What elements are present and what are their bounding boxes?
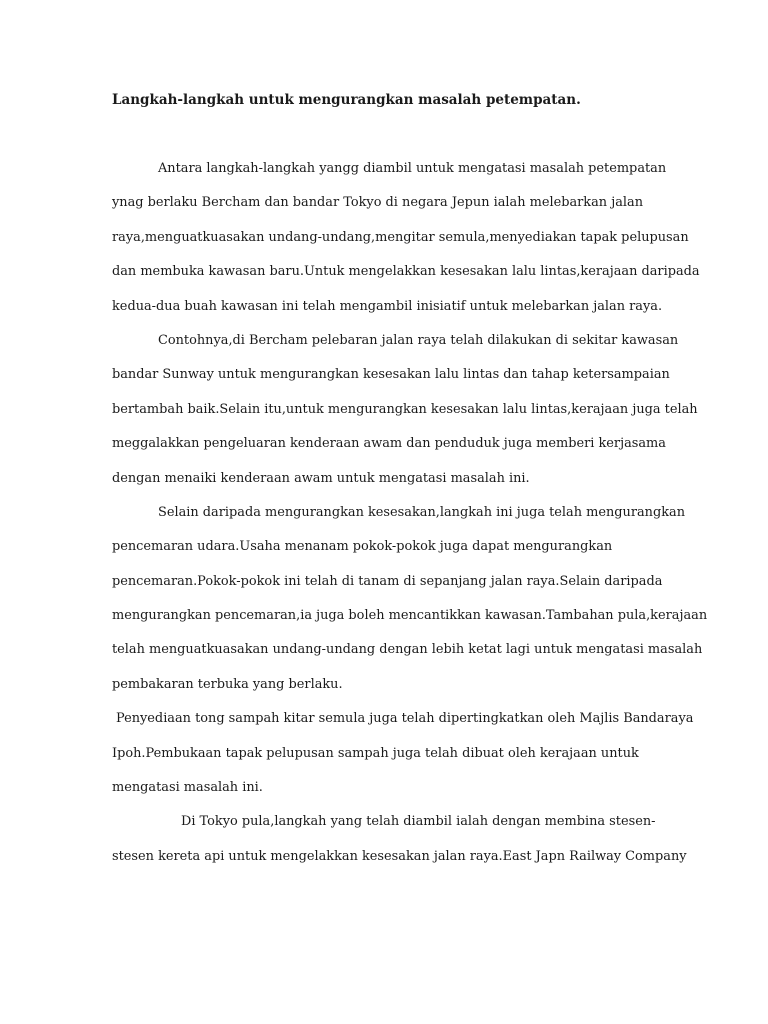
text-line: pembakaran terbuka yang berlaku.	[112, 676, 343, 692]
text-line: Selain daripada mengurangkan kesesakan,langkah ini juga telah mengurangkan	[158, 504, 686, 520]
text-line: kedua-dua buah kawasan ini telah mengambil inisiatif untuk melebarkan jalan raya.	[112, 298, 663, 314]
text-line: pencemaran udara.Usaha menanam pokok-pokok juga dapat mengurangkan	[112, 539, 613, 555]
text-line: Contohnya,di Bercham pelebaran jalan raya telah dilakukan di sekitar kawasan	[158, 332, 679, 348]
text-line: stesen kereta api untuk mengelakkan kesesakan jalan raya.East Japn Railway Company	[112, 848, 687, 864]
paragraphs	[112, 152, 707, 874]
text-line: pencemaran.Pokok-pokok ini telah di tanam di sepanjang jalan raya.Selain daripada	[112, 573, 663, 589]
text-line: Ipoh.Pembukaan tapak pelupusan sampah juga telah dibuat oleh kerajaan untuk	[112, 745, 639, 761]
text-line: meggalakkan pengeluaran kenderaan awam dan penduduk juga memberi kerjasama	[112, 436, 666, 452]
text-line: raya,menguatkuasakan undang-undang,mengitar semula,menyediakan tapak pelupusan	[112, 229, 689, 245]
text-line: Antara langkah-langkah yangg diambil untuk mengatasi masalah petempatan	[158, 161, 667, 176]
text-line: telah menguatkuasakan undang-undang dengan lebih ketat lagi untuk mengatasi masalah	[112, 642, 703, 658]
text-line: Penyediaan tong sampah kitar semula juga telah dipertingkatkan oleh Majlis Bandaraya	[116, 711, 694, 727]
text-line: dengan menaiki kenderaan awam untuk mengatasi masalah ini.	[112, 470, 530, 486]
text-line: ynag berlaku Bercham dan bandar Tokyo di negara Jepun ialah melebarkan jalan	[112, 195, 643, 211]
text-line: mengurangkan pencemaran,ia juga boleh mencantikkan kawasan.Tambahan pula,kerajaan	[112, 608, 708, 624]
text-line: dan membuka kawasan baru.Untuk mengelakkan kesesakan lalu lintas,kerajaan daripada	[112, 264, 700, 280]
text-line: Di Tokyo pula,langkah yang telah diambil ialah dengan membina stesen-	[181, 814, 656, 830]
document-title: Langkah-langkah untuk mengurangkan masalah petempatan.	[112, 92, 581, 108]
document-body	[112, 88, 708, 864]
text-line: bandar Sunway untuk mengurangkan kesesakan lalu lintas dan tahap ketersampaian	[112, 367, 670, 383]
text-line: bertambah baik.Selain itu,untuk mengurangkan kesesakan lalu lintas,kerajaan juga telah	[112, 401, 698, 417]
text-line: mengatasi masalah ini.	[112, 780, 263, 796]
